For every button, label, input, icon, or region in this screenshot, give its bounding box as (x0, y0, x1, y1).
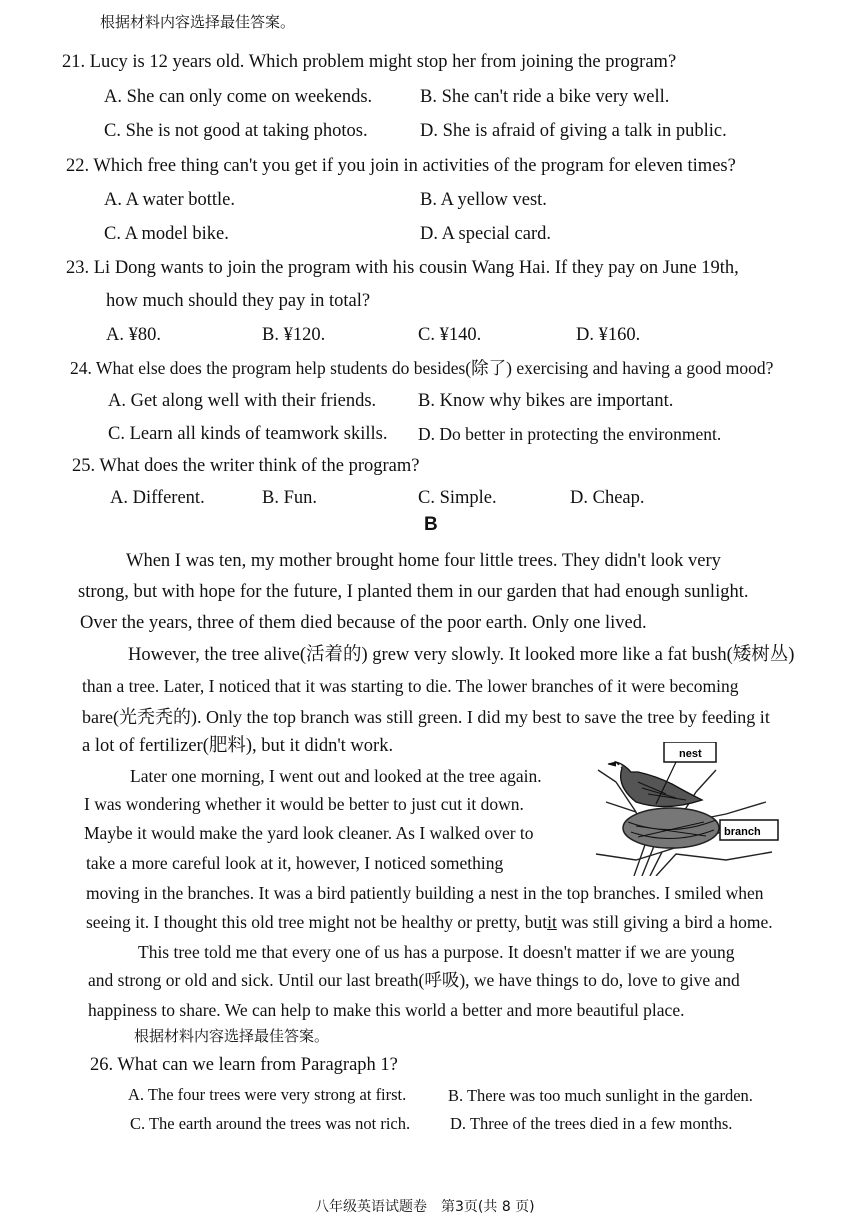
underlined-it: it (547, 912, 557, 932)
q23-option-c[interactable]: C. ¥140. (418, 325, 482, 345)
passage-line: moving in the branches. It was a bird patiently building a nest in the top branches. I smiled when (86, 883, 764, 903)
bird-nest-illustration (576, 742, 780, 876)
passage-line: than a tree. Later, I noticed that it was starting to die. The lower branches of it were becoming (82, 676, 739, 696)
question-26-stem: 26. What can we learn from Paragraph 1? (90, 1055, 398, 1075)
passage-line: When I was ten, my mother brought home four little trees. They didn't look very (126, 551, 721, 571)
passage-line: take a more careful look at it, however, I noticed something (86, 853, 504, 873)
q23-option-b[interactable]: B. ¥120. (262, 325, 326, 345)
q26-option-a[interactable]: A. The four trees were very strong at first. (128, 1085, 407, 1104)
q21-option-d[interactable]: D. She is afraid of giving a talk in public. (420, 121, 727, 141)
passage-line: Over the years, three of them died because of the poor earth. Only one lived. (80, 613, 647, 633)
q25-option-b[interactable]: B. Fun. (262, 488, 318, 508)
passage-line: strong, but with hope for the future, I planted them in our garden that had enough sunlight. (78, 582, 749, 602)
question-24-stem: 24. What else does the program help students do besides(除了) exercising and having a good mood? (70, 358, 774, 378)
q24-option-d[interactable]: D. Do better in protecting the environment. (418, 424, 722, 444)
passage-line: bare(光秃秃的). Only the top branch was still green. I did my best to save the tree by feeding it (82, 707, 770, 727)
q25-option-a[interactable]: A. Different. (110, 488, 205, 508)
question-23-stem: 23. Li Dong wants to join the program with his cousin Wang Hai. If they pay on June 19th, (66, 258, 739, 278)
q23-option-a[interactable]: A. ¥80. (106, 325, 161, 345)
label-branch: branch (724, 826, 761, 838)
q25-option-c[interactable]: C. Simple. (418, 488, 497, 508)
q22-option-c[interactable]: C. A model bike. (104, 224, 229, 244)
bird-nest-drawing (576, 742, 780, 876)
q22-option-d[interactable]: D. A special card. (420, 224, 551, 244)
question-23-stem-cont: how much should they pay in total? (106, 291, 371, 311)
q24-option-a[interactable]: A. Get along well with their friends. (108, 391, 377, 411)
passage-line: happiness to share. We can help to make this world a better and more beautiful place. (88, 1000, 685, 1020)
q21-option-c[interactable]: C. She is not good at taking photos. (104, 121, 368, 141)
passage-line: I was wondering whether it would be better to just cut it down. (84, 794, 524, 814)
q24-option-c[interactable]: C. Learn all kinds of teamwork skills. (108, 424, 388, 444)
question-25-stem: 25. What does the writer think of the program? (72, 456, 420, 476)
q25-option-d[interactable]: D. Cheap. (570, 488, 645, 508)
question-22-stem: 22. Which free thing can't you get if you join in activities of the program for eleven times? (66, 156, 736, 176)
q22-option-a[interactable]: A. A water bottle. (104, 190, 236, 210)
passage-line: and strong or old and sick. Until our last breath(呼吸), we have things to do, love to give and (88, 970, 740, 990)
section-b-heading: B (424, 514, 438, 535)
q24-option-b[interactable]: B. Know why bikes are important. (418, 391, 674, 411)
label-nest: nest (679, 748, 702, 760)
passage-line: Maybe it would make the yard look cleaner. As I walked over to (84, 823, 534, 843)
q21-option-a[interactable]: A. She can only come on weekends. (104, 87, 373, 107)
q21-option-b[interactable]: B. She can't ride a bike very well. (420, 87, 670, 107)
q26-option-b[interactable]: B. There was too much sunlight in the garden. (448, 1086, 753, 1105)
passage-line: This tree told me that every one of us has a purpose. It doesn't matter if we are young (138, 942, 735, 962)
passage-line: However, the tree alive(活着的) grew very slowly. It looked more like a fat bush(矮树丛) (128, 645, 795, 665)
page-footer: 八年级英语试题卷 第3页(共 8 页) (315, 1199, 535, 1215)
q23-option-d[interactable]: D. ¥160. (576, 325, 641, 345)
q26-option-c[interactable]: C. The earth around the trees was not rich. (130, 1114, 411, 1133)
question-21-stem: 21. Lucy is 12 years old. Which problem might stop her from joining the program? (62, 52, 677, 72)
instruction-top: 根据材料内容选择最佳答案。 (100, 13, 296, 31)
passage-line: a lot of fertilizer(肥料), but it didn't work. (82, 736, 394, 756)
q22-option-b[interactable]: B. A yellow vest. (420, 190, 547, 210)
q26-option-d[interactable]: D. Three of the trees died in a few months. (450, 1114, 733, 1133)
passage-line: seeing it. I thought this old tree might not be healthy or pretty, butit was still giving a bird a home. (86, 912, 773, 932)
instruction-b: 根据材料内容选择最佳答案。 (134, 1027, 330, 1045)
passage-line: Later one morning, I went out and looked at the tree again. (130, 766, 542, 786)
